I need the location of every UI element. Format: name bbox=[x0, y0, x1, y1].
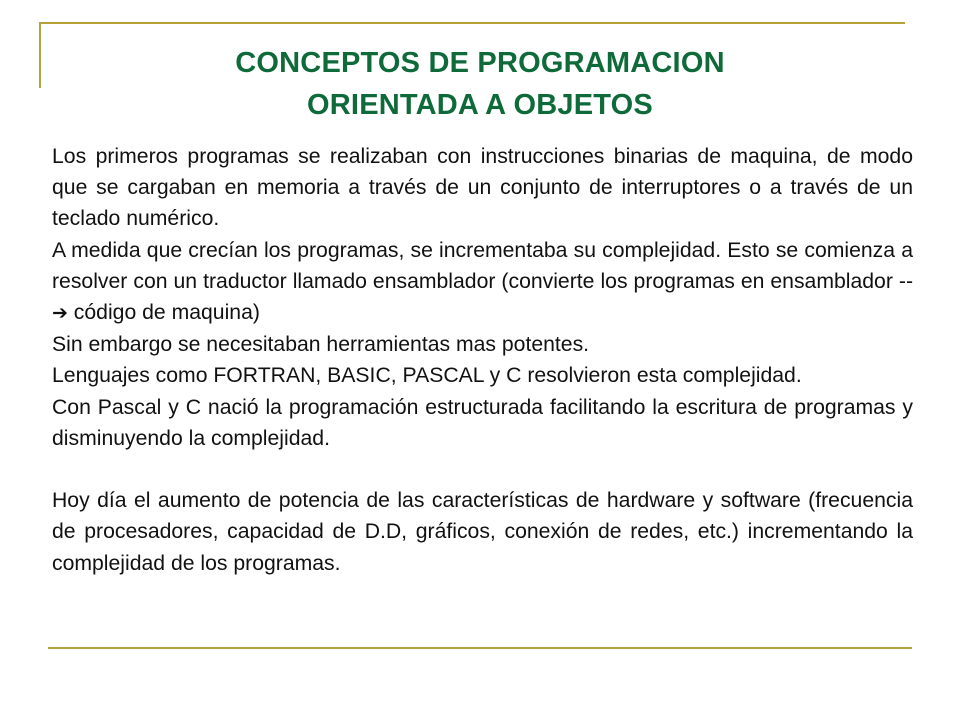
right-arrow-icon: ➔ bbox=[52, 302, 68, 325]
top-rule bbox=[39, 22, 905, 24]
paragraph-powerful-tools: Sin embargo se necesitaban herramientas mas potentes. bbox=[52, 333, 590, 357]
title-line-1: CONCEPTOS DE PROGRAMACION bbox=[235, 47, 725, 79]
paragraph-spacer bbox=[52, 454, 913, 485]
paragraph-assembler-tail: código de maquina) bbox=[67, 301, 260, 325]
slide-title bbox=[100, 42, 860, 126]
paragraph-assembler bbox=[52, 235, 913, 330]
left-rule bbox=[39, 22, 41, 88]
slide-body bbox=[52, 141, 913, 579]
paragraph-structured-programming: Con Pascal y C nació la programación estructurada facilitando la escritura de programas y disminuyendo la complejidad. bbox=[52, 395, 913, 450]
paragraph-languages: Lenguajes como FORTRAN, BASIC, PASCAL y C resolvieron esta complejidad. bbox=[52, 364, 802, 388]
title-line-2: ORIENTADA A OBJETOS bbox=[307, 89, 653, 121]
bottom-rule bbox=[48, 647, 912, 649]
paragraph-assembler-text: A medida que crecían los programas, se incrementaba su complejidad. Esto se comienza a resolver con un traductor llamado ensamblador (convierte los programas en ensamblador -- bbox=[52, 238, 913, 293]
paragraph-hardware-software: Hoy día el aumento de potencia de las características de hardware y software (frecuencia de procesadores, capacidad de D.D, gráficos, conexión de redes, etc.) incrementando la complejidad de los programas. bbox=[52, 489, 913, 575]
paragraph-binary-programs: Los primeros programas se realizaban con instrucciones binarias de maquina, de modo que se cargaban en memoria a través de un conjunto de interruptores o a través de un teclado numérico. bbox=[52, 145, 913, 231]
